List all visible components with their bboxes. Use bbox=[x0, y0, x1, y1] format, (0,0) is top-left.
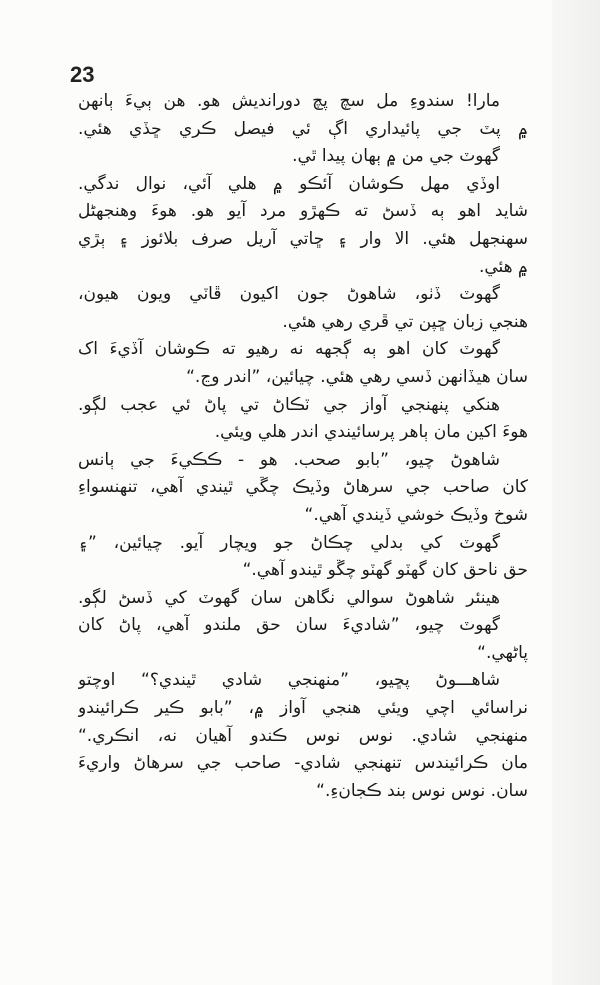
text-line: سان. نوس نوس بند ڪجانءِ.“ bbox=[316, 780, 528, 801]
text-line: حق ناحق کان گهٽو گهٽو چڱو ٿيندو آهي.“ bbox=[242, 560, 528, 581]
page-edge-shadow bbox=[552, 0, 600, 985]
text-line: هوءَ اکين مان ٻاهر پرسائيندي اندر هلي ويئي. bbox=[214, 422, 528, 443]
text-line: هنکي پنهنجي آواز جي ٽڪاڻ تي پاڻ ئي عجب لڳو. bbox=[78, 394, 500, 415]
text-line: اوڏي مهل ڪوشان آئڪو ۾ هلي آئي، نوال ندگي. bbox=[78, 173, 500, 194]
text-line: شوخ وڏيڪ خوشي ڏيندي آهي.“ bbox=[304, 504, 528, 525]
text-line: پاڻهي.“ bbox=[477, 642, 528, 663]
text-line: مارا! سندوءِ مل سچ پچ دورانديش هو. هن ٻيءَ ٻانهن bbox=[78, 91, 500, 111]
text-line: سان هيڏانهن ڏسي رهي هئي. چيائين، ”اندر وڃ.“ bbox=[186, 366, 528, 387]
text-line: ۾ هئي. bbox=[478, 256, 528, 277]
text-line: گهوٽ کان اهو ٻه ڳجهه نه رهيو ته ڪوشان آڏيءَ اک bbox=[78, 339, 500, 360]
text-line: گهوٽ ڏٺو، شاهوڻ جون اکيون ڦاٽي ويون هيون، bbox=[78, 284, 500, 305]
text-line: شايد اهو ٻه ڏسڻ ته ڪهڙو مرد آيو هو. هوءَ وهنجهڻل bbox=[78, 201, 528, 222]
text-line: گهوٽ کي بدلي چڪاڻ جو ويچار آيو. چيائين، ”۽ bbox=[78, 532, 500, 553]
text-line: سهنجهل هئي. الا وار ۽ ڇاتي آريل صرف بلائوز ۽ ٻڙي bbox=[78, 228, 528, 249]
text-line: هينئر شاهوڻ سوالي نگاهن سان گهوٽ کي ڏسڻ لڳو. bbox=[78, 587, 500, 608]
body-text bbox=[78, 88, 528, 805]
text-line: شاهـــوڻ پڇيو، ”منهنجي شادي ٿيندي؟“ اوچتو bbox=[78, 670, 500, 691]
text-line: کان صاحب جي سرهاڻ وڏيڪ چڱي ٿيندي آهي، تنهنسواءِ bbox=[78, 477, 528, 498]
text-line: گهوٽ جي من ۾ ٻهان پيدا ٿي. bbox=[292, 146, 500, 167]
text-line: منهنجي شادي. نوس نوس ڪندو آهيان نه، انڪري.“ bbox=[78, 725, 528, 746]
text-line: هنجي زبان ڇپن تي ڦري رهي هئي. bbox=[282, 311, 528, 332]
text-line: شاهوڻ چيو، ”بابو صحب. هو - ڪڪيءَ جي ٻانس bbox=[78, 449, 500, 470]
page-number: 23 bbox=[70, 62, 95, 87]
text-line: نراسائي اچي ويئي هنجي آواز ۾، ”بابو ڪير ڪرائيندو bbox=[78, 698, 528, 719]
text-line: ۾ پٽ جي پائيداري اڳ ئي فيصل ڪري ڇڏي هئي. bbox=[78, 118, 528, 139]
text-line: مان ڪرائيندس تنهنجي شادي- صاحب جي سرهاڻ واريءَ bbox=[78, 753, 528, 774]
text-line: گهوٽ چيو، ”شاديءَ سان حق ملندو آهي، پاڻ کان bbox=[78, 615, 500, 636]
